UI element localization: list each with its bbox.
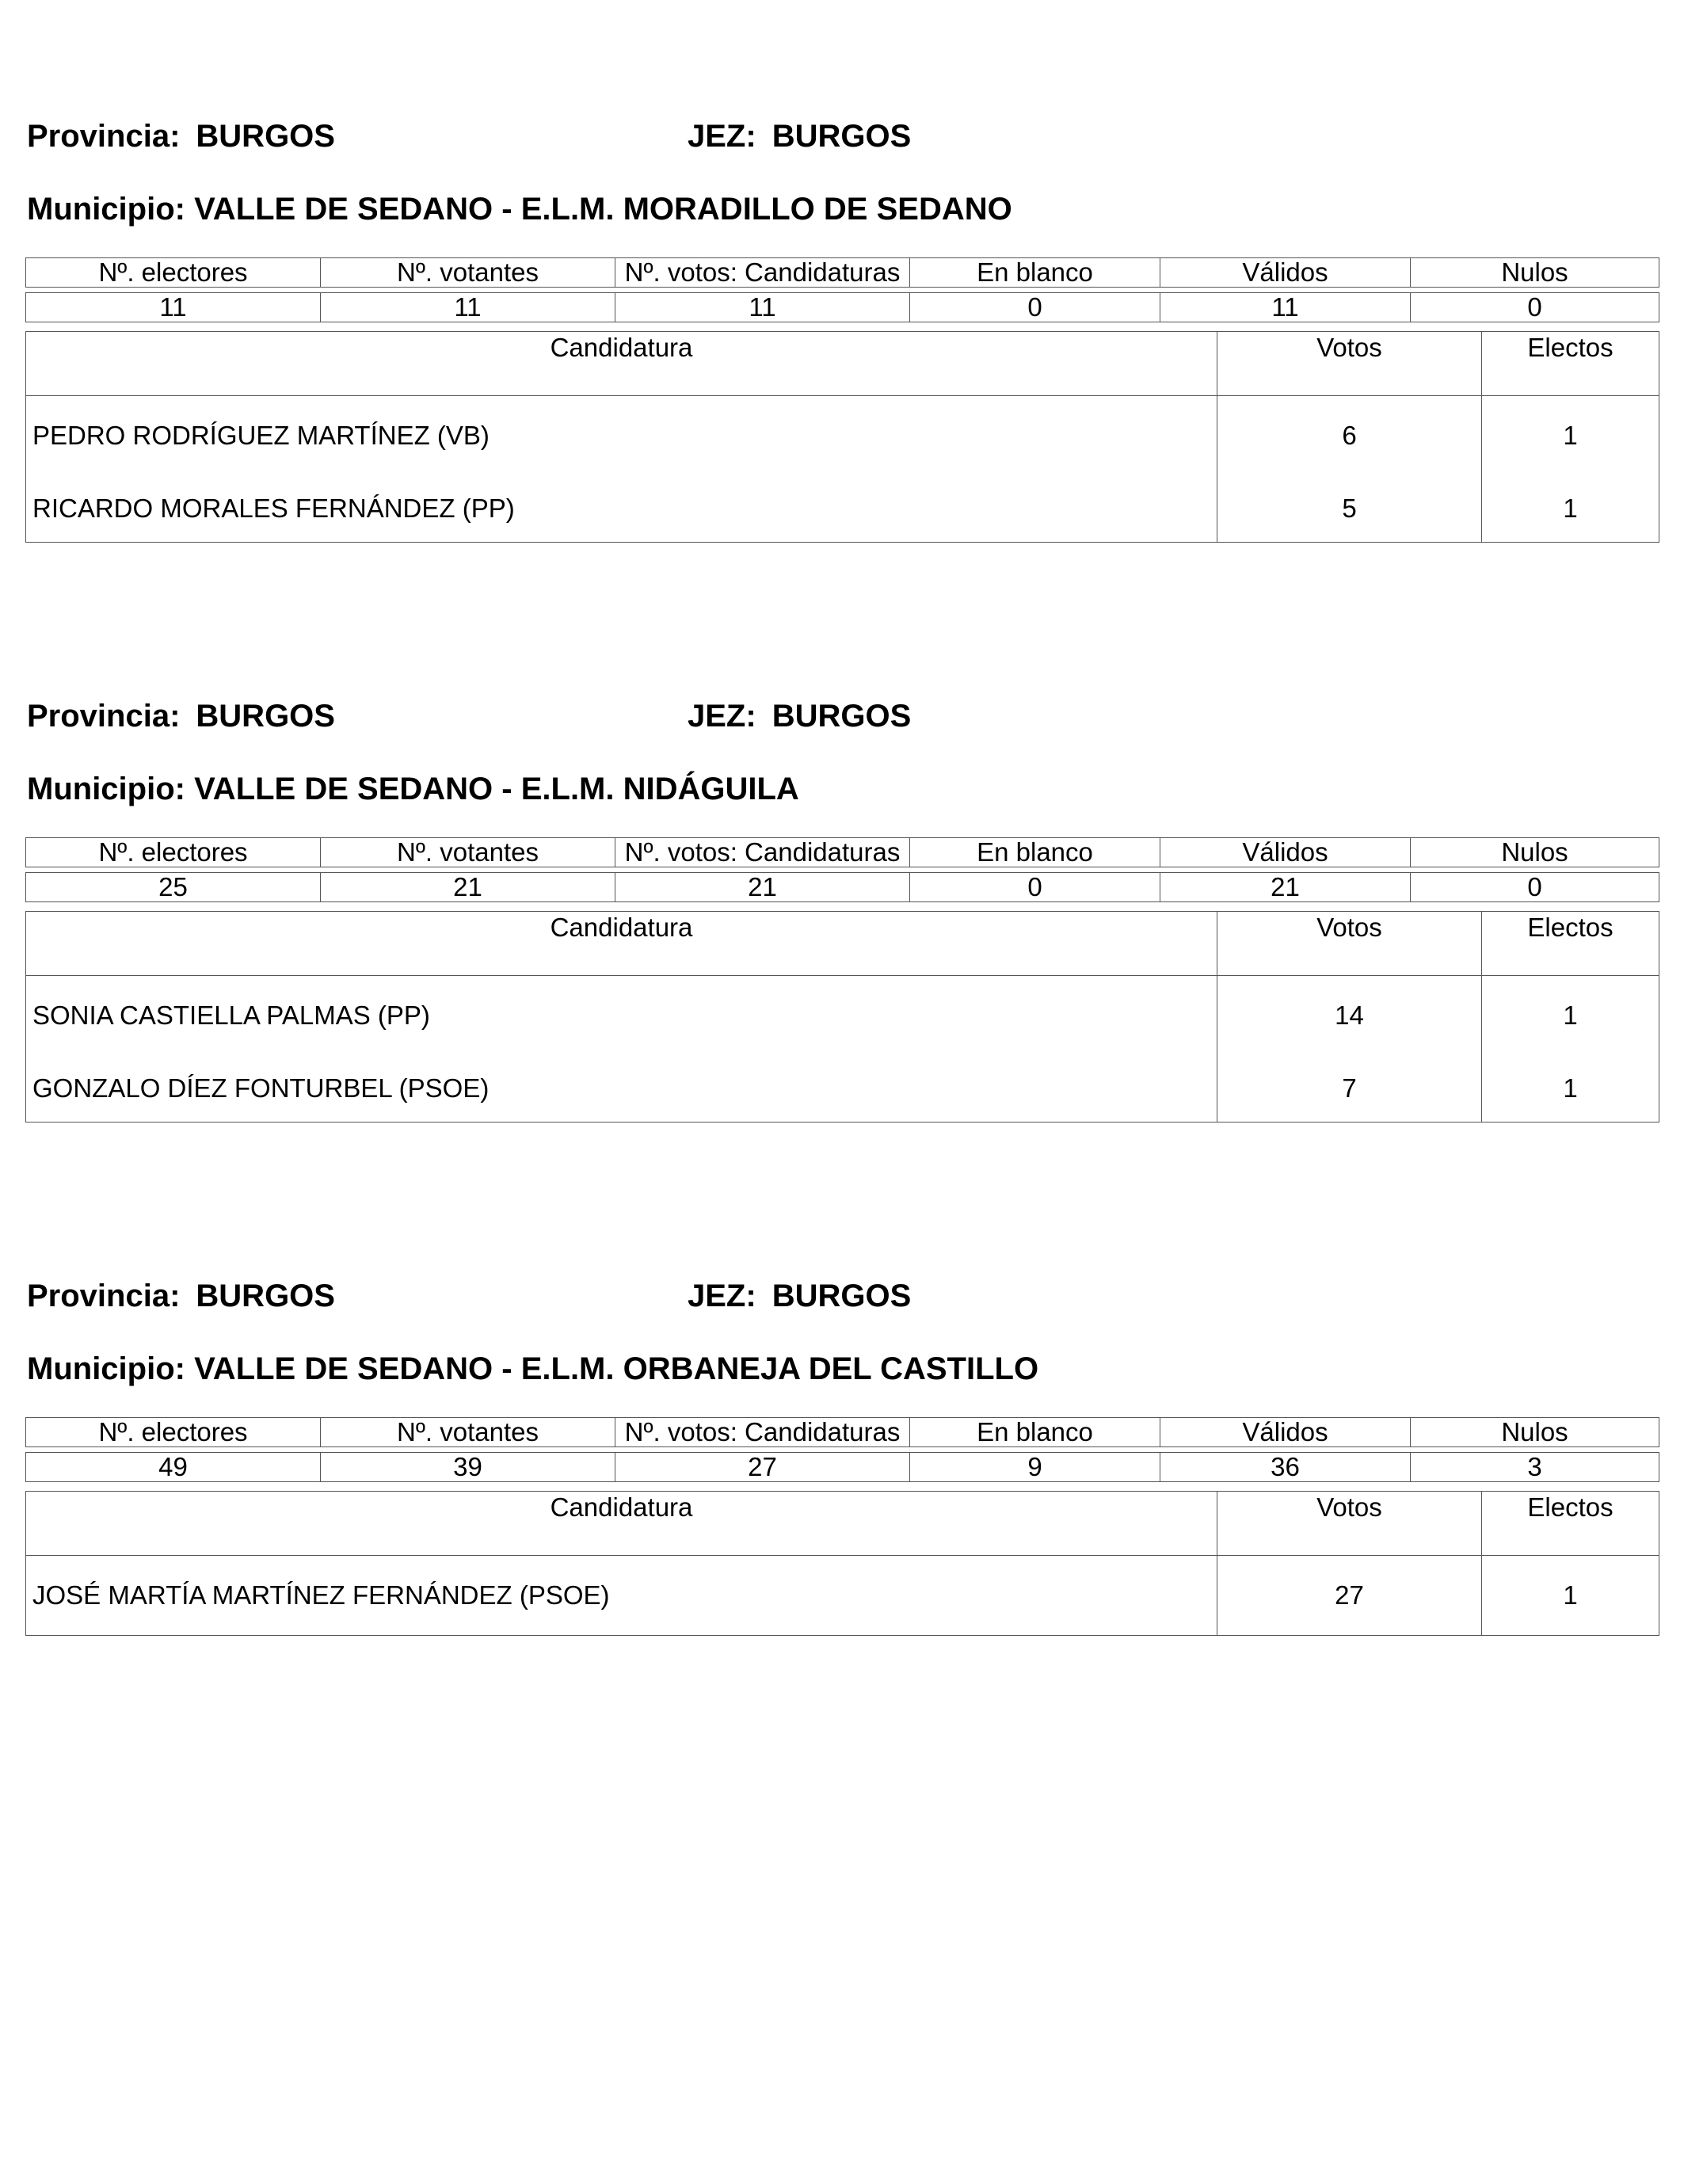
municipio-label: Municipio: xyxy=(27,1351,185,1386)
votos-header: Votos xyxy=(1217,912,1482,976)
municipio-value: VALLE DE SEDANO - E.L.M. MORADILLO DE SEDANO xyxy=(194,192,1012,227)
stats-value-cell: 27 xyxy=(615,1453,910,1482)
jez-value: BURGOS xyxy=(772,119,912,154)
stats-header-cell: Nº. votos: Candidaturas xyxy=(615,258,910,288)
candidates-table xyxy=(25,331,1659,543)
candidate-votos: 6 xyxy=(1217,396,1482,476)
stats-table xyxy=(25,257,1659,322)
candidate-votos: 14 xyxy=(1217,976,1482,1056)
provincia-line xyxy=(27,1277,335,1315)
jez-label: JEZ: xyxy=(688,119,756,154)
stats-header-cell: Nulos xyxy=(1411,838,1659,867)
provincia-value: BURGOS xyxy=(196,1279,335,1313)
stats-value-row xyxy=(26,1453,1659,1482)
stats-value-row xyxy=(26,293,1659,322)
stats-value-cell: 49 xyxy=(26,1453,321,1482)
jez-label: JEZ: xyxy=(688,1279,756,1313)
stats-header-cell: En blanco xyxy=(910,258,1160,288)
candidate-votos: 7 xyxy=(1217,1055,1482,1122)
municipio-value: VALLE DE SEDANO - E.L.M. NIDÁGUILA xyxy=(194,772,799,806)
stats-header-cell: Nº. votantes xyxy=(321,258,615,288)
candidate-electos: 1 xyxy=(1482,1055,1659,1122)
provincia-label: Provincia: xyxy=(27,119,181,154)
electos-header: Electos xyxy=(1482,912,1659,976)
stats-header-cell: Nº. electores xyxy=(26,258,321,288)
stats-value-cell: 0 xyxy=(1411,293,1659,322)
jez-line xyxy=(688,1277,911,1315)
stats-value-cell: 39 xyxy=(321,1453,615,1482)
candidates-header-row xyxy=(26,332,1659,396)
jez-line xyxy=(688,697,911,735)
table-row xyxy=(26,976,1659,1056)
stats-header-row xyxy=(26,838,1659,867)
jez-line xyxy=(688,117,911,155)
candidatura-header: Candidatura xyxy=(26,912,1217,976)
municipio-line xyxy=(27,770,799,808)
candidates-header-row xyxy=(26,912,1659,976)
stats-table xyxy=(25,1417,1659,1482)
candidatura-header: Candidatura xyxy=(26,1492,1217,1556)
candidate-name: PEDRO RODRÍGUEZ MARTÍNEZ (VB) xyxy=(26,396,1217,476)
stats-value-cell: 36 xyxy=(1160,1453,1411,1482)
jez-value: BURGOS xyxy=(772,1279,912,1313)
candidate-name: GONZALO DÍEZ FONTURBEL (PSOE) xyxy=(26,1055,1217,1122)
stats-value-cell: 9 xyxy=(910,1453,1160,1482)
stats-value-cell: 0 xyxy=(1411,873,1659,902)
stats-value-cell: 11 xyxy=(26,293,321,322)
votos-header: Votos xyxy=(1217,332,1482,396)
votos-header: Votos xyxy=(1217,1492,1482,1556)
provincia-value: BURGOS xyxy=(196,119,335,154)
stats-header-cell: En blanco xyxy=(910,1418,1160,1447)
provincia-label: Provincia: xyxy=(27,699,181,734)
candidate-votos: 5 xyxy=(1217,475,1482,543)
candidates-table xyxy=(25,1491,1659,1636)
stats-header-cell: Nulos xyxy=(1411,1418,1659,1447)
table-row xyxy=(26,1055,1659,1122)
table-row xyxy=(26,1556,1659,1636)
candidate-votos: 27 xyxy=(1217,1556,1482,1636)
stats-value-cell: 0 xyxy=(910,873,1160,902)
stats-value-cell: 25 xyxy=(26,873,321,902)
provincia-line xyxy=(27,697,335,735)
candidate-name: SONIA CASTIELLA PALMAS (PP) xyxy=(26,976,1217,1056)
provincia-value: BURGOS xyxy=(196,699,335,734)
candidates-table xyxy=(25,911,1659,1122)
municipio-label: Municipio: xyxy=(27,772,185,806)
electos-header: Electos xyxy=(1482,1492,1659,1556)
candidates-header-row xyxy=(26,1492,1659,1556)
provincia-label: Provincia: xyxy=(27,1279,181,1313)
provincia-line xyxy=(27,117,335,155)
stats-header-row xyxy=(26,1418,1659,1447)
stats-header-cell: Nº. votos: Candidaturas xyxy=(615,838,910,867)
stats-header-cell: Nº. votos: Candidaturas xyxy=(615,1418,910,1447)
jez-value: BURGOS xyxy=(772,699,912,734)
stats-value-cell: 3 xyxy=(1411,1453,1659,1482)
electos-header: Electos xyxy=(1482,332,1659,396)
stats-value-cell: 11 xyxy=(321,293,615,322)
stats-header-cell: Nº. electores xyxy=(26,838,321,867)
stats-value-cell: 21 xyxy=(321,873,615,902)
stats-value-cell: 21 xyxy=(1160,873,1411,902)
candidate-electos: 1 xyxy=(1482,475,1659,543)
municipio-value: VALLE DE SEDANO - E.L.M. ORBANEJA DEL CASTILLO xyxy=(194,1351,1039,1386)
candidate-electos: 1 xyxy=(1482,1556,1659,1636)
candidate-name: JOSÉ MARTÍA MARTÍNEZ FERNÁNDEZ (PSOE) xyxy=(26,1556,1217,1636)
municipio-line xyxy=(27,1350,1038,1388)
table-row xyxy=(26,475,1659,543)
stats-header-cell: Válidos xyxy=(1160,1418,1411,1447)
table-row xyxy=(26,396,1659,476)
stats-header-row xyxy=(26,258,1659,288)
candidatura-header: Candidatura xyxy=(26,332,1217,396)
stats-header-cell: Nº. votantes xyxy=(321,1418,615,1447)
stats-value-row xyxy=(26,873,1659,902)
municipio-label: Municipio: xyxy=(27,192,185,227)
stats-header-cell: Válidos xyxy=(1160,258,1411,288)
candidate-name: RICARDO MORALES FERNÁNDEZ (PP) xyxy=(26,475,1217,543)
stats-value-cell: 21 xyxy=(615,873,910,902)
stats-header-cell: Nº. votantes xyxy=(321,838,615,867)
stats-table xyxy=(25,837,1659,902)
stats-header-cell: Nº. electores xyxy=(26,1418,321,1447)
stats-value-cell: 11 xyxy=(615,293,910,322)
candidate-electos: 1 xyxy=(1482,396,1659,476)
stats-value-cell: 0 xyxy=(910,293,1160,322)
stats-header-cell: Nulos xyxy=(1411,258,1659,288)
stats-value-cell: 11 xyxy=(1160,293,1411,322)
municipio-line xyxy=(27,190,1012,228)
candidate-electos: 1 xyxy=(1482,976,1659,1056)
stats-header-cell: Válidos xyxy=(1160,838,1411,867)
jez-label: JEZ: xyxy=(688,699,756,734)
stats-header-cell: En blanco xyxy=(910,838,1160,867)
